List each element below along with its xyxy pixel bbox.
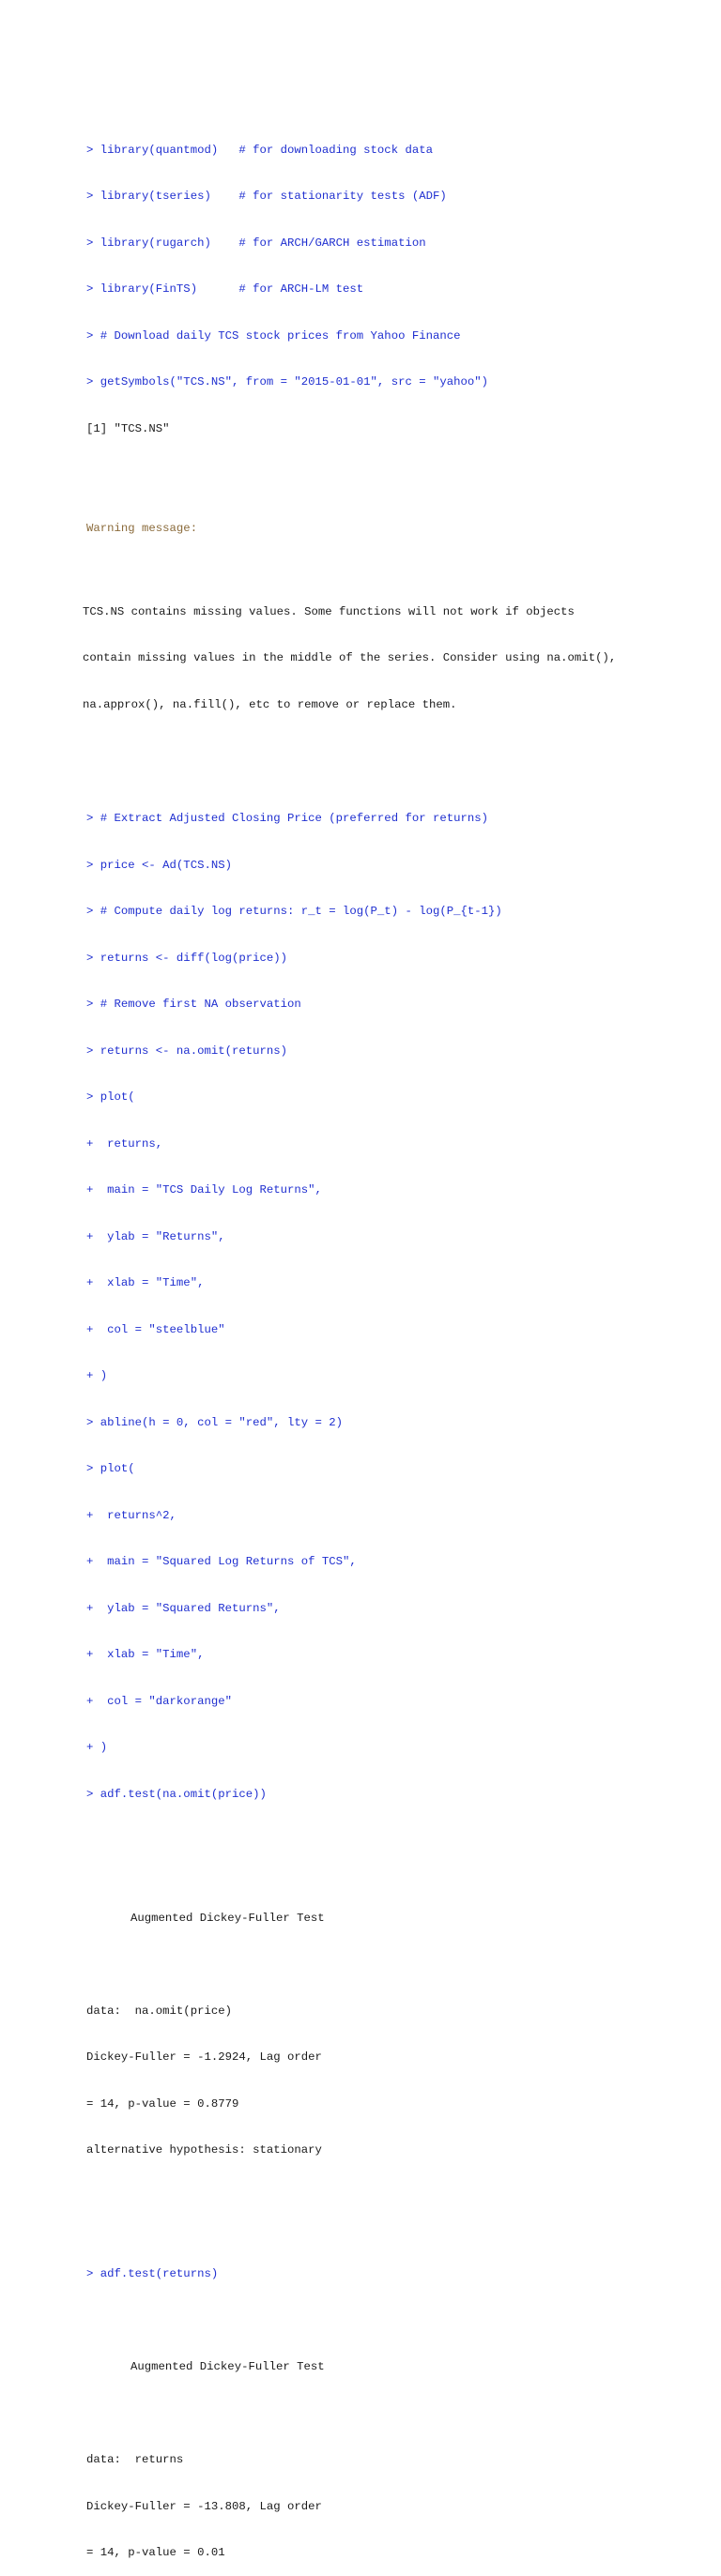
- console-command-line: + ): [86, 1741, 108, 1754]
- r-console-output: [83, 96, 706, 2576]
- console-command-line: + ylab = "Squared Returns",: [86, 1601, 281, 1615]
- adf-test-title: Augmented Dickey-Fuller Test: [130, 2360, 325, 2373]
- console-command-line: + xlab = "Time",: [86, 1648, 205, 1661]
- console-command-line: + ): [86, 1369, 108, 1382]
- adf-data-line: data: na.omit(price): [86, 2004, 232, 2018]
- warning-line: na.approx(), na.fill(), etc to remove or replace them.: [83, 697, 457, 711]
- console-command-line: > adf.test(na.omit(price)): [86, 1787, 267, 1801]
- adf-pvalue-line: = 14, p-value = 0.8779: [86, 2096, 239, 2111]
- console-output-line: [1] "TCS.NS": [86, 421, 170, 435]
- adf-pvalue-line: = 14, p-value = 0.01: [86, 2546, 225, 2559]
- adf-test-title: Augmented Dickey-Fuller Test: [130, 1911, 325, 1925]
- console-command-line: > library(quantmod) # for downloading stock data: [86, 143, 433, 157]
- console-command-line: > adf.test(returns): [86, 2267, 219, 2280]
- adf-alternative-line: alternative hypothesis: stationary: [86, 2143, 322, 2157]
- console-command-line: + col = "darkorange": [86, 1694, 232, 1708]
- console-command-line: > abline(h = 0, col = "red", lty = 2): [86, 1415, 344, 1429]
- console-command-line: + returns^2,: [86, 1508, 176, 1522]
- adf-data-line: data: returns: [86, 2453, 184, 2466]
- console-command-line: > # Download daily TCS stock prices from Yahoo Finance: [86, 328, 461, 343]
- adf-statistic-line: Dickey-Fuller = -1.2924, Lag order: [86, 2050, 322, 2064]
- console-command-line: > plot(: [86, 1090, 135, 1104]
- console-command-line: > library(FinTS) # for ARCH-LM test: [86, 282, 364, 296]
- console-command-line: > # Extract Adjusted Closing Price (preferred for returns): [86, 812, 489, 825]
- console-command-line: + ylab = "Returns",: [86, 1229, 225, 1243]
- warning-line: TCS.NS contains missing values. Some functions will not work if objects: [83, 604, 575, 618]
- warning-line: contain missing values in the middle of the series. Consider using na.omit(),: [83, 651, 617, 664]
- console-command-line: + returns,: [86, 1136, 163, 1151]
- console-command-line: > returns <- na.omit(returns): [86, 1044, 288, 1058]
- adf-statistic-line: Dickey-Fuller = -13.808, Lag order: [86, 2499, 322, 2513]
- console-command-line: + main = "Squared Log Returns of TCS",: [86, 1555, 357, 1568]
- console-command-line: + col = "steelblue": [86, 1322, 225, 1336]
- console-command-line: + main = "TCS Daily Log Returns",: [86, 1183, 322, 1197]
- console-command-line: > library(tseries) # for stationarity tests (ADF): [86, 190, 447, 203]
- warning-message: [83, 573, 702, 744]
- console-command-line: > getSymbols("TCS.NS", from = "2015-01-01", src = "yahoo"): [86, 375, 489, 389]
- console-command-line: > price <- Ad(TCS.NS): [86, 858, 232, 872]
- console-command-line: > library(rugarch) # for ARCH/GARCH estimation: [86, 236, 426, 250]
- console-command-line: + xlab = "Time",: [86, 1276, 205, 1289]
- console-command-line: > # Remove first NA observation: [86, 998, 301, 1011]
- warning-title: Warning message:: [86, 522, 198, 535]
- console-command-line: > # Compute daily log returns: r_t = log(P_t) - log(P_{t-1}): [86, 905, 502, 918]
- console-command-line: > returns <- diff(log(price)): [86, 951, 288, 965]
- console-command-line: > plot(: [86, 1462, 135, 1475]
